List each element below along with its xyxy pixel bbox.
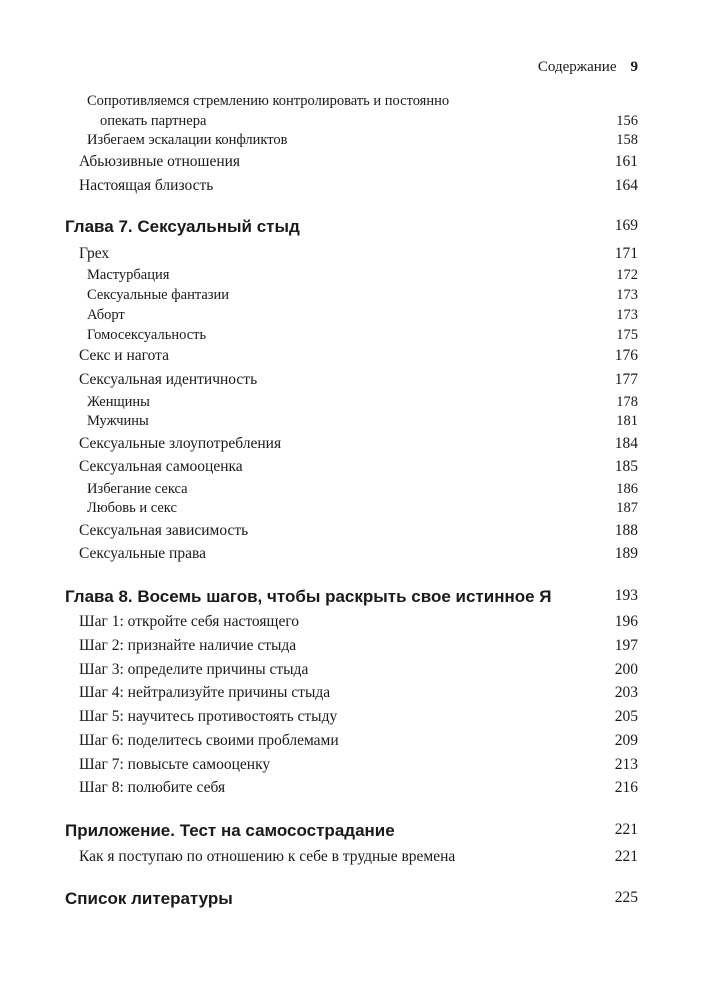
chapter-title: Приложение. Тест на самосострадание	[65, 821, 395, 840]
toc-entry-title: Шаг 5: научитесь противостоять стыду	[79, 708, 338, 725]
toc-entry-page: 161	[614, 153, 638, 170]
toc-entry-title: Секс и нагота	[79, 347, 170, 364]
toc-entry	[0, 637, 703, 657]
toc-entry	[0, 500, 703, 520]
toc-entry-page: 213	[614, 756, 638, 773]
toc-entry	[0, 848, 703, 868]
toc-entry-title: Гомосексуальность	[87, 327, 207, 343]
toc-entry-page: 164	[614, 177, 638, 194]
toc-entry-page: 178	[616, 394, 638, 410]
running-header	[538, 59, 638, 76]
toc-entry-title: Грех	[79, 245, 110, 262]
toc-chapter	[0, 217, 703, 237]
toc-entry-title: Сексуальная самооценка	[79, 458, 243, 475]
toc-entry-title: Как я поступаю по отношению к себе в трудные времена	[79, 848, 456, 865]
chapter-title: Глава 8. Восемь шагов, чтобы раскрыть свое истинное Я	[65, 587, 552, 606]
chapter-title: Глава 7. Сексуальный стыд	[65, 217, 300, 236]
toc-entry	[0, 287, 703, 307]
toc-entry-title: Абьюзивные отношения	[79, 153, 241, 170]
toc-entry-title: Шаг 7: повысьте самооценку	[79, 756, 271, 773]
toc-entry-title: Сексуальные права	[79, 545, 206, 562]
toc-entry-page: 181	[616, 413, 638, 429]
toc-entry-page: 193	[614, 587, 638, 604]
toc-chapter	[0, 821, 703, 841]
toc-entry-page: 173	[616, 307, 638, 323]
toc-entry-page: 221	[614, 821, 638, 838]
toc-entry	[0, 371, 703, 391]
toc-entry-page: 158	[616, 132, 638, 148]
toc-entry-title: Избегание секса	[87, 481, 188, 497]
toc-entry	[0, 522, 703, 542]
toc-entry-page: 221	[614, 848, 638, 865]
toc-entry-page: 205	[614, 708, 638, 725]
page-number: 9	[630, 59, 638, 75]
toc-entry-page: 172	[616, 267, 638, 283]
toc-entry-title: Шаг 1: откройте себя настоящего	[79, 613, 300, 630]
toc-entry	[0, 413, 703, 433]
toc-entry	[0, 435, 703, 455]
toc-entry	[0, 732, 703, 752]
toc-entry-page: 216	[614, 779, 638, 796]
toc-entry	[0, 661, 703, 681]
toc-entry-title: Сексуальные злоупотребления	[79, 435, 282, 452]
toc-entry-page: 184	[614, 435, 638, 452]
toc-entry	[0, 347, 703, 367]
toc-entry-page: 196	[614, 613, 638, 630]
toc-entry	[0, 132, 703, 152]
toc-entry-page: 197	[614, 637, 638, 654]
toc-entry-title: Шаг 6: поделитесь своими проблемами	[79, 732, 339, 749]
toc-entry-page: 156	[616, 113, 638, 129]
toc-entry-title: Сопротивляемся стремлению контролировать и постоянно	[87, 93, 450, 109]
toc-entry-title: Любовь и секс	[87, 500, 177, 516]
toc-entry	[0, 113, 703, 133]
toc-entry	[0, 708, 703, 728]
toc-entry	[0, 756, 703, 776]
toc-entry-title: Мастурбация	[87, 267, 170, 283]
chapter-title: Список литературы	[65, 889, 233, 908]
toc-entry	[0, 93, 703, 113]
toc-entry	[0, 177, 703, 197]
toc-entry	[0, 267, 703, 287]
toc-entry-title: Шаг 4: нейтрализуйте причины стыда	[79, 684, 331, 701]
toc-entry	[0, 153, 703, 173]
toc-entry-page: 186	[616, 481, 638, 497]
toc-entry-title: Шаг 2: признайте наличие стыда	[79, 637, 297, 654]
toc-entry	[0, 307, 703, 327]
toc-entry-title: Шаг 8: полюбите себя	[79, 779, 226, 796]
toc-entry	[0, 394, 703, 414]
toc-entry-title: Сексуальная идентичность	[79, 371, 258, 388]
toc-entry-page: 189	[614, 545, 638, 562]
toc-entry-page: 209	[614, 732, 638, 749]
toc-entry-page: 169	[614, 217, 638, 234]
toc-entry-page: 187	[616, 500, 638, 516]
toc-entry-title: Мужчины	[87, 413, 149, 429]
toc-entry-title: Шаг 3: определите причины стыда	[79, 661, 309, 678]
toc-entry-title: Аборт	[87, 307, 125, 323]
toc-chapter	[0, 889, 703, 909]
toc-entry-title: Избегаем эскалации конфликтов	[87, 132, 288, 148]
toc-entry-page: 225	[614, 889, 638, 906]
toc-entry-page: 171	[614, 245, 638, 262]
toc-entry-page: 176	[614, 347, 638, 364]
toc-entry	[0, 613, 703, 633]
toc-entry	[0, 327, 703, 347]
toc-entry-page: 175	[616, 327, 638, 343]
toc-entry	[0, 684, 703, 704]
toc-entry-title-continued: опекать партнера	[100, 113, 207, 129]
toc-entry-title: Сексуальная зависимость	[79, 522, 249, 539]
toc-entry	[0, 245, 703, 265]
toc-entry-page: 185	[614, 458, 638, 475]
toc-entry	[0, 545, 703, 565]
toc-entry-page: 200	[614, 661, 638, 678]
toc-entry	[0, 779, 703, 799]
toc-chapter	[0, 587, 703, 607]
toc-entry	[0, 458, 703, 478]
toc-entry-title: Женщины	[87, 394, 150, 410]
toc-entry-page: 177	[614, 371, 638, 388]
toc-entry-title: Настоящая близость	[79, 177, 214, 194]
toc-entry-page: 188	[614, 522, 638, 539]
section-title: Содержание	[537, 59, 617, 75]
toc-entry-page: 203	[614, 684, 638, 701]
toc-entry-page: 173	[616, 287, 638, 303]
toc-entry-title: Сексуальные фантазии	[87, 287, 230, 303]
toc-entry	[0, 481, 703, 501]
